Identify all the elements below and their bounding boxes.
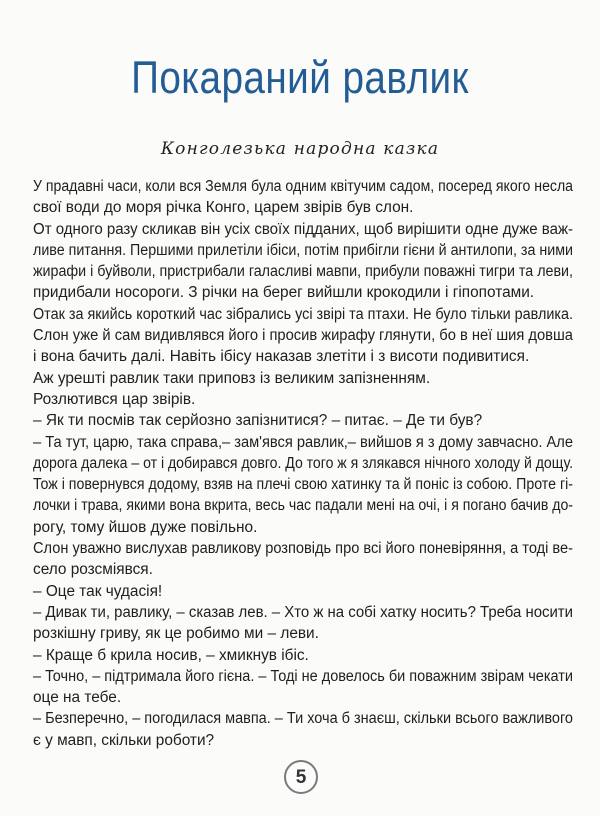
page-number: 5 [295,766,307,788]
text-line: і вона бачить далі. Навіть ібісу наказав злетіти і з висоти подивитися. [33,348,530,366]
text-line: лочки і трава, якими вона вкрита, весь час падали мені на очі, і я погано бачив до- [33,497,573,515]
text-line: – Краще б крила носив, – хмикнув ібіс. [33,646,309,664]
text-line: оце на тебе. [33,689,122,707]
text-line: Слон уже й сам видивлявся його і просив жирафу глянути, бо в неї шия довша [33,327,573,345]
text-line: дорога далека – от і добирався довго. До того ж я злякався нічного холоду й дощу. [33,454,573,472]
text-line: – Як ти посмів так серйозно запізнитися? – питає. – Де ти був? [33,412,483,430]
text-line: село розсміявся. [33,561,153,579]
text-line: Розлютився цар звірів. [33,390,196,408]
page-title: Покараний равлик [131,52,469,103]
text-line: У прадавні часи, коли вся Земля була одним квітучим садом, посеред якого несла [33,178,573,195]
text-line: Слон уважно вислухав равликову розповідь про всі його поневіряння, а тоді ве- [33,540,573,558]
text-line: свої води до моря річка Конго, царем звірів був слон. [33,199,414,217]
text-line: розкішну гриву, як це робимо ми – леви. [33,625,319,643]
text-line: ливе питання. Першими прилетіли ібіси, потім прибігли гієни й антилопи, за ними [33,241,573,259]
text-line: – Та тут, царю, така справа,– зам'явся равлик,– вийшов я з дому завчасно. Але [33,433,573,451]
text-line: є у мавп, скільки роботи? [33,731,215,749]
text-line: – Дивак ти, равлику, – сказав лев. – Хто ж на собі хатку носить? Треба носити [33,603,573,621]
text-line: От одного разу скликав він усіх своїх підданих, щоб вирішити одне дуже важ- [33,220,573,238]
text-line: – Оце так чудасія! [33,582,163,600]
page-number-badge [284,760,318,794]
text-line: жирафи і буйволи, пристрибали галасливі мавпи, прибули поважні тигри та леви, [33,263,573,281]
text-line: – Безперечно, – погодилася мавпа. – Ти хоча б знаєш, скільки всього важливого [33,710,573,728]
page-subtitle: Конголезька народна казка [160,139,440,159]
story-text [33,176,573,751]
text-line: придибали носороги. З річки на берег вийшли крокодили і гіпопотами. [33,284,535,302]
text-line: рогу, тому йшов дуже повільно. [33,518,258,536]
text-line: Отак за якийсь короткий час зібрались усі звірі та птахи. Не було тільки равлика. [33,305,573,323]
text-line: – Точно, – підтримала його гієна. – Тоді не довелось би поважним звірам чекати [33,667,573,685]
text-line: Тож і повернувся додому, взяв на плечі свою хатинку та й поніс із собою. Проте гі- [33,476,573,494]
text-line: Аж урешті равлик таки приповз із великим запізненням. [33,369,431,387]
